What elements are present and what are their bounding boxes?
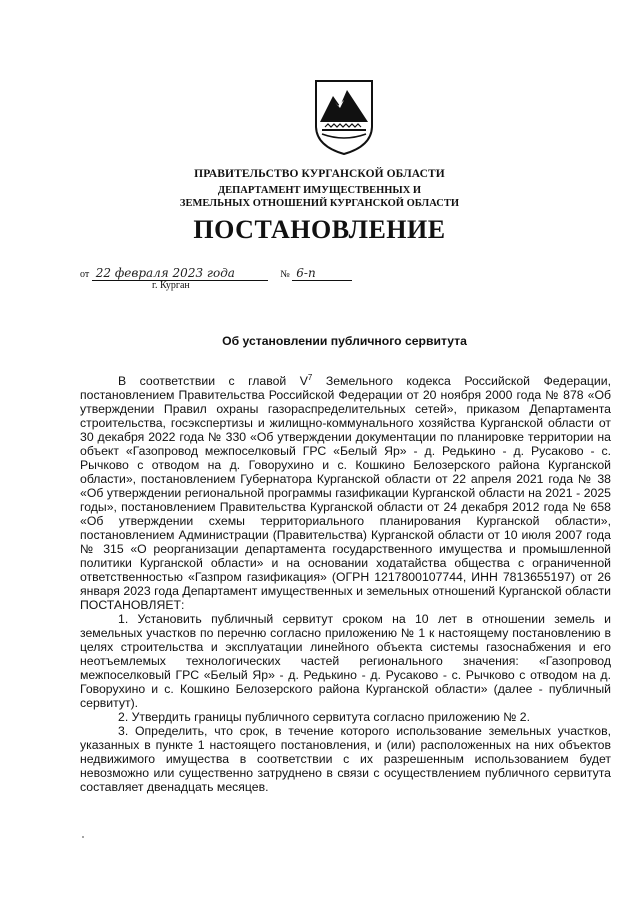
handwritten-number: 6-п bbox=[292, 266, 352, 281]
preamble-rest: Земельного кодекса Российской Федерации, постановлением Правительства Российской Федерации от 20 ноября 2000 года № 878 «Об утверждении Правил охраны газораспределительных сетей», приказом Департамента строительства, госэкспертизы и жилищно-коммунального хозяйства Курганской области от 30 декабря 2022 года № 330 «Об утверждении документации по планировке территории на объект «Газопровод межпоселковый ГРС «Белый Яр» - д. Редькино - д. Русаково - с. Рычково с отводом на д. Говорухино и с. Кошкино Белозерского района Курганской области», постановлением Губернатора Курганской области от 22 апреля 2021 года № 38 «Об утверждении региональной программы газификации Курганской области на 2021 - 2025 годы», постановлением Правительства Курганской области от 24 декабря 2012 года № 658 «Об утверждении схемы территориального планирования Курганской области», постановлением Администрации (Правительства) Курганской области от 10 июля 2007 года № 315 «О реорганизации департамента государственного имущества и промышленной политики Курганской области» и на основании ходатайства общества с ограниченной ответственностью «Газпром газификация» (ОГРН 1217800107744, ИНН 7813655197) от 26 января 2023 года Департамент имущественных и земельных отношений Курганской области ПОСТАНОВЛЯЕТ: bbox=[80, 374, 611, 612]
department-line-1: ДЕПАРТАМЕНТ ИМУЩЕСТВЕННЫХ И bbox=[217, 185, 422, 196]
paragraph-item-1: 1. Установить публичный сервитут сроком на 10 лет в отношении земель и земельных участков по перечню согласно приложению № 1 к настоящему постановлению в целях строительства и эксплуатации линейного объекта системы газоснабжения и его неотъемлемых технологических частей регионального значения: «Газопровод межпоселковый ГРС «Белый Яр» - д. Редькино - д. Русаково - с. Рычково с отводом на д. Говорухино и с. Кошкино Белозерского района Курганской области» (далее - публичный сервитут). bbox=[80, 612, 611, 710]
handwritten-date: 22 февраля 2023 года bbox=[92, 266, 268, 281]
date-prefix: от bbox=[80, 269, 90, 280]
paragraph-item-3: 3. Определить, что срок, в течение которого использование земельных участков, указанных в пункте 1 настоящего постановления, и (или) расположенных на них объектов недвижимого имущества в соответствии с их разрешенным использованием будет невозможно или существенно затруднено в связи с осуществлением публичного сервитута составляет двенадцать месяцев. bbox=[80, 724, 611, 794]
document-body bbox=[80, 374, 611, 794]
department-line-2: ЗЕМЕЛЬНЫХ ОТНОШЕНИЙ КУРГАНСКОЙ ОБЛАСТИ bbox=[179, 197, 460, 209]
paragraph-item-2: 2. Утвердить границы публичного сервитута согласно приложению № 2. bbox=[118, 710, 530, 724]
city-label: г. Курган bbox=[152, 280, 190, 291]
scan-speck bbox=[82, 836, 84, 838]
coat-of-arms-icon bbox=[313, 78, 375, 156]
paragraph-preamble bbox=[80, 374, 611, 612]
preamble-start: В соответствии с главой V bbox=[118, 374, 308, 388]
document-subject: Об установлении публичного сервитута bbox=[222, 334, 467, 348]
government-title: ПРАВИТЕЛЬСТВО КУРГАНСКОЙ ОБЛАСТИ bbox=[194, 168, 445, 180]
date-number-line bbox=[80, 266, 352, 281]
department-title bbox=[0, 185, 639, 210]
chapter-superscript: 7 bbox=[307, 372, 313, 382]
document-type-title: ПОСТАНОВЛЕНИЕ bbox=[193, 215, 446, 244]
number-prefix: № bbox=[280, 269, 290, 280]
